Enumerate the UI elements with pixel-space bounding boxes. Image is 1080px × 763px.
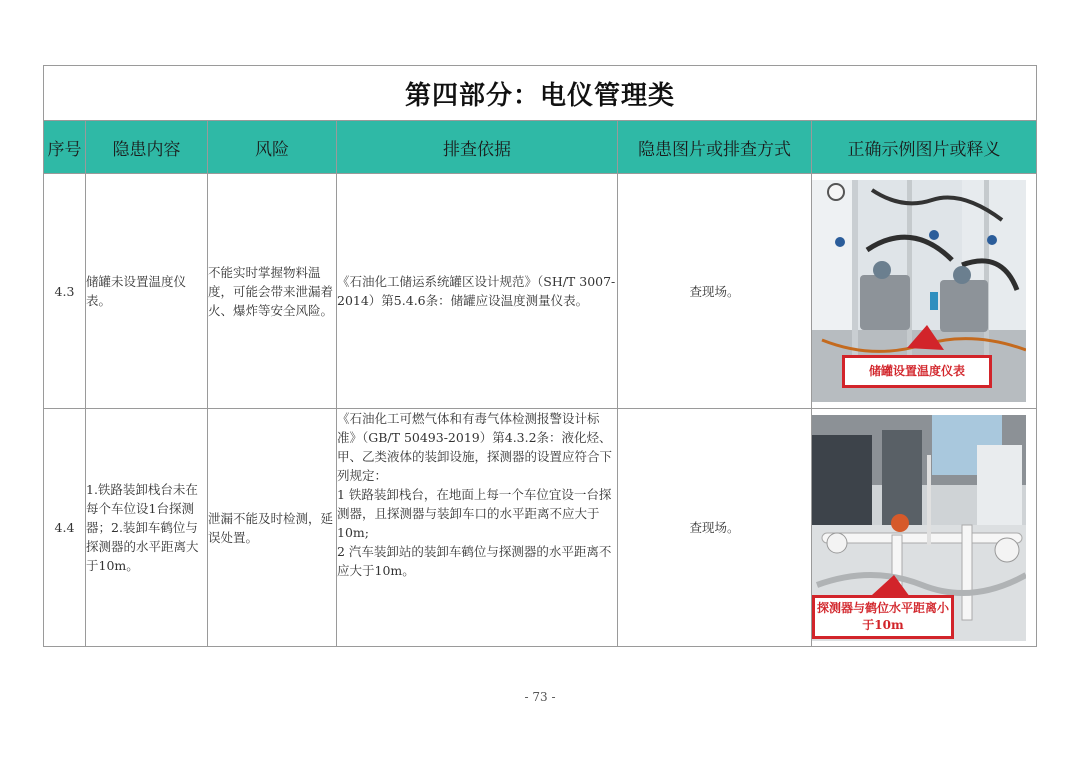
example-image-cell bbox=[812, 409, 1037, 647]
table-row bbox=[44, 174, 1037, 409]
table-row bbox=[44, 409, 1037, 647]
row-number: 4.3 bbox=[44, 174, 86, 409]
hazard-table bbox=[43, 65, 1037, 647]
header-method: 隐患图片或排查方式 bbox=[618, 121, 812, 174]
basis-content bbox=[337, 409, 618, 647]
example-image-cell bbox=[812, 174, 1037, 409]
basis-paragraph: 《石油化工储运系统罐区设计规范》（SH/T 3007-2014）第5.4.6条：储罐应设温度测量仪表。 bbox=[337, 274, 616, 308]
header-basis: 排查依据 bbox=[337, 121, 618, 174]
risk-content: 泄漏不能及时检测，延误处置。 bbox=[208, 409, 337, 647]
header-number: 序号 bbox=[44, 121, 86, 174]
inspection-method: 查现场。 bbox=[618, 174, 812, 409]
basis-clause-2: 2 汽车装卸站的装卸车鹤位与探测器的水平距离不应大于10m。 bbox=[337, 544, 612, 578]
example-callout-label: 探测器与鹤位水平距离小于10m bbox=[812, 595, 954, 639]
tank-instrument-photo bbox=[812, 180, 1026, 402]
basis-clause-1: 1 铁路装卸栈台，在地面上每一个车位宜设一台探测器，且探测器与装卸车口的水平距离不应大于10m; bbox=[337, 487, 612, 540]
inspection-method: 查现场。 bbox=[618, 409, 812, 647]
hazard-content: 1.铁路装卸栈台未在每个车位设1台探测器；2.装卸车鹤位与探测器的水平距离大于10m。 bbox=[86, 409, 208, 647]
table-header-row bbox=[44, 121, 1037, 174]
basis-paragraph: 《石油化工可燃气体和有毒气体检测报警设计标准》（GB/T 50493-2019）第4.3.2条：液化烃、甲、乙类液体的装卸设施，探测器的设置应符合下列规定： bbox=[337, 411, 613, 483]
row-number: 4.4 bbox=[44, 409, 86, 647]
example-callout-label: 储罐设置温度仪表 bbox=[842, 355, 992, 388]
basis-content bbox=[337, 174, 618, 409]
header-correct-example: 正确示例图片或释义 bbox=[812, 121, 1037, 174]
hazard-content: 储罐未设置温度仪表。 bbox=[86, 174, 208, 409]
header-hazard: 隐患内容 bbox=[86, 121, 208, 174]
page-number: - 73 - bbox=[524, 690, 556, 704]
risk-content: 不能实时掌握物料温度，可能会带来泄漏着火、爆炸等安全风险。 bbox=[208, 174, 337, 409]
section-title: 第四部分：电仪管理类 bbox=[44, 66, 1037, 121]
detector-loading-photo bbox=[812, 415, 1026, 641]
document-table-section bbox=[43, 65, 1036, 647]
header-risk: 风险 bbox=[208, 121, 337, 174]
